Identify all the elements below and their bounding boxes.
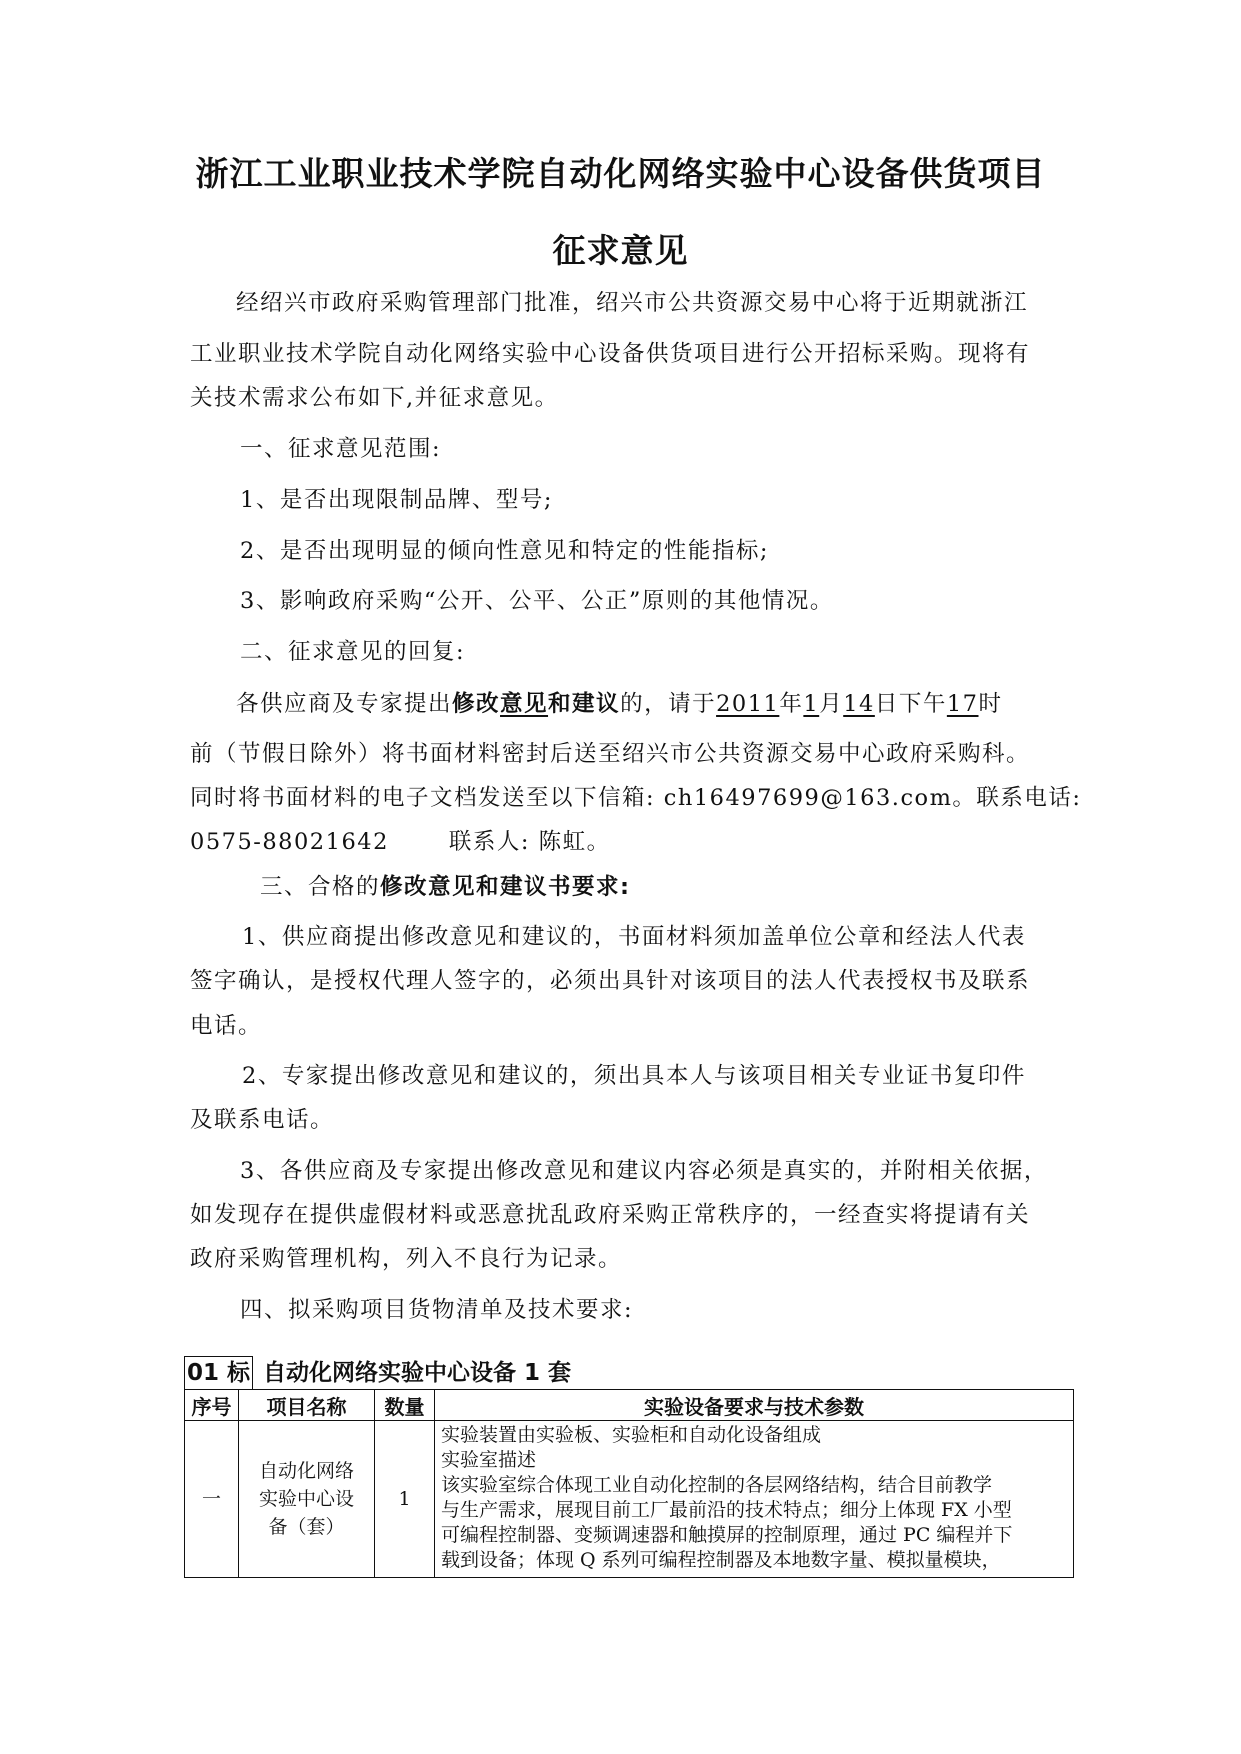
lot-title: 自动化网络实验中心设备 1 套 [263,1360,572,1386]
contact-phone: 0575-88021642 [190,829,389,855]
col-header-no: 序号 [185,1390,239,1421]
deadline-hour: 17 [946,691,979,717]
section3-p1-line-1: 1、供应商提出修改意见和建议的，书面材料须加盖单位公章和经法人代表 [242,924,1026,950]
section3-p3-line-1: 3、各供应商及专家提出修改意见和建议内容必须是真实的，并附相关依据， [240,1158,1048,1184]
year-suffix: 年 [779,691,804,717]
section2-heading: 二、征求意见的回复: [240,639,466,665]
section1-item-3: 3、影响政府采购“公开、公平、公正”原则的其他情况。 [240,588,834,614]
section3-heading-b: 修改意见和建议书 [380,874,573,900]
lot-heading [184,1354,571,1390]
table-row [185,1421,1074,1578]
col-header-spec: 实验设备要求与技术参数 [435,1390,1074,1421]
section4-heading: 四、拟采购项目货物清单及技术要求: [240,1297,634,1323]
section1-item-1: 1、是否出现限制品牌、型号; [240,487,553,513]
section3-p3-line-3: 政府采购管理机构，列入不良行为记录。 [190,1246,623,1272]
contact-person: 联系人: 陈虹。 [448,829,611,855]
item-name-line-3: 备（套） [268,1516,345,1538]
section2-text-c: 的，请于 [620,691,717,717]
section2-line-1 [236,689,1003,719]
day-suffix: 日下午 [874,691,947,717]
emphasis-opinion: 意见 [500,691,549,717]
section3-p1-line-2: 签字确认，是授权代理人签字的，必须出具针对该项目的法人代表授权书及联系 [190,968,1031,994]
document-title: 浙江工业职业技术学院自动化网络实验中心设备供货项目 [195,154,1046,193]
section2-line-4 [190,827,611,857]
row-item-name [239,1421,375,1578]
row-spec [435,1421,1074,1578]
intro-line-1: 经绍兴市政府采购管理部门批准，绍兴市公共资源交易中心将于近期就浙江 [236,290,1029,316]
emphasis-suggestion: 和建议 [548,691,621,717]
section3-p2-line-2: 及联系电话。 [190,1107,335,1133]
section2-line-2: 前（节假日除外）将书面材料密封后送至绍兴市公共资源交易中心政府采购科。 [190,741,1031,767]
spec-line: 与生产需求，展现目前工厂最前沿的技术特点；细分上体现 FX 小型 [441,1499,1012,1521]
section3-heading-a: 三、合格的 [260,874,381,900]
item-name-line-1: 自动化网络 [258,1460,354,1482]
section3-heading [260,872,631,902]
emphasis-modify: 修改 [452,691,501,717]
item-name-line-2: 实验中心设 [258,1488,354,1510]
section3-heading-c: 要求: [572,874,631,900]
section2-line-3: 同时将书面材料的电子文档发送至以下信箱: ch16497699@163.com。联系电话: [190,785,1082,811]
document-subtitle: 征求意见 [552,231,689,270]
month-suffix: 月 [819,691,844,717]
col-header-qty: 数量 [375,1390,435,1421]
deadline-day: 14 [843,691,875,717]
deadline-year: 2011 [716,691,780,717]
intro-line-2: 工业职业技术学院自动化网络实验中心设备供货项目进行公开招标采购。现将有 [190,341,1031,367]
section3-p1-line-3: 电话。 [190,1013,263,1039]
spec-line: 载到设备；体现 Q 系列可编程控制器及本地数字量、模拟量模块， [441,1549,1001,1571]
col-header-name: 项目名称 [239,1390,375,1421]
spec-line: 实验室描述 [441,1449,537,1471]
section1-item-2: 2、是否出现明显的倾向性意见和特定的性能指标; [240,538,769,564]
spec-line: 可编程控制器、变频调速器和触摸屏的控制原理，通过 PC 编程并下 [441,1524,1013,1546]
spec-line: 实验装置由实验板、实验柜和自动化设备组成 [441,1424,822,1446]
intro-line-3: 关技术需求公布如下,并征求意见。 [190,385,559,411]
section3-p2-line-1: 2、专家提出修改意见和建议的，须出具本人与该项目相关专业证书复印件 [242,1063,1026,1089]
row-quantity: 1 [375,1421,435,1578]
deadline-month: 1 [803,691,820,717]
section1-heading: 一、征求意见范围: [240,436,442,462]
requirements-table [184,1389,1074,1578]
table-header-row [185,1390,1074,1421]
hour-suffix: 时 [978,691,1003,717]
section3-p3-line-2: 如发现存在提供虚假材料或恶意扰乱政府采购正常秩序的，一经查实将提请有关 [190,1202,1031,1228]
section2-text-a: 各供应商及专家提出 [236,691,453,717]
spec-line: 该实验室综合体现工业自动化控制的各层网络结构，结合目前教学 [441,1474,993,1496]
row-no: 一 [185,1421,239,1578]
lot-tag: 01 标 [184,1356,253,1390]
